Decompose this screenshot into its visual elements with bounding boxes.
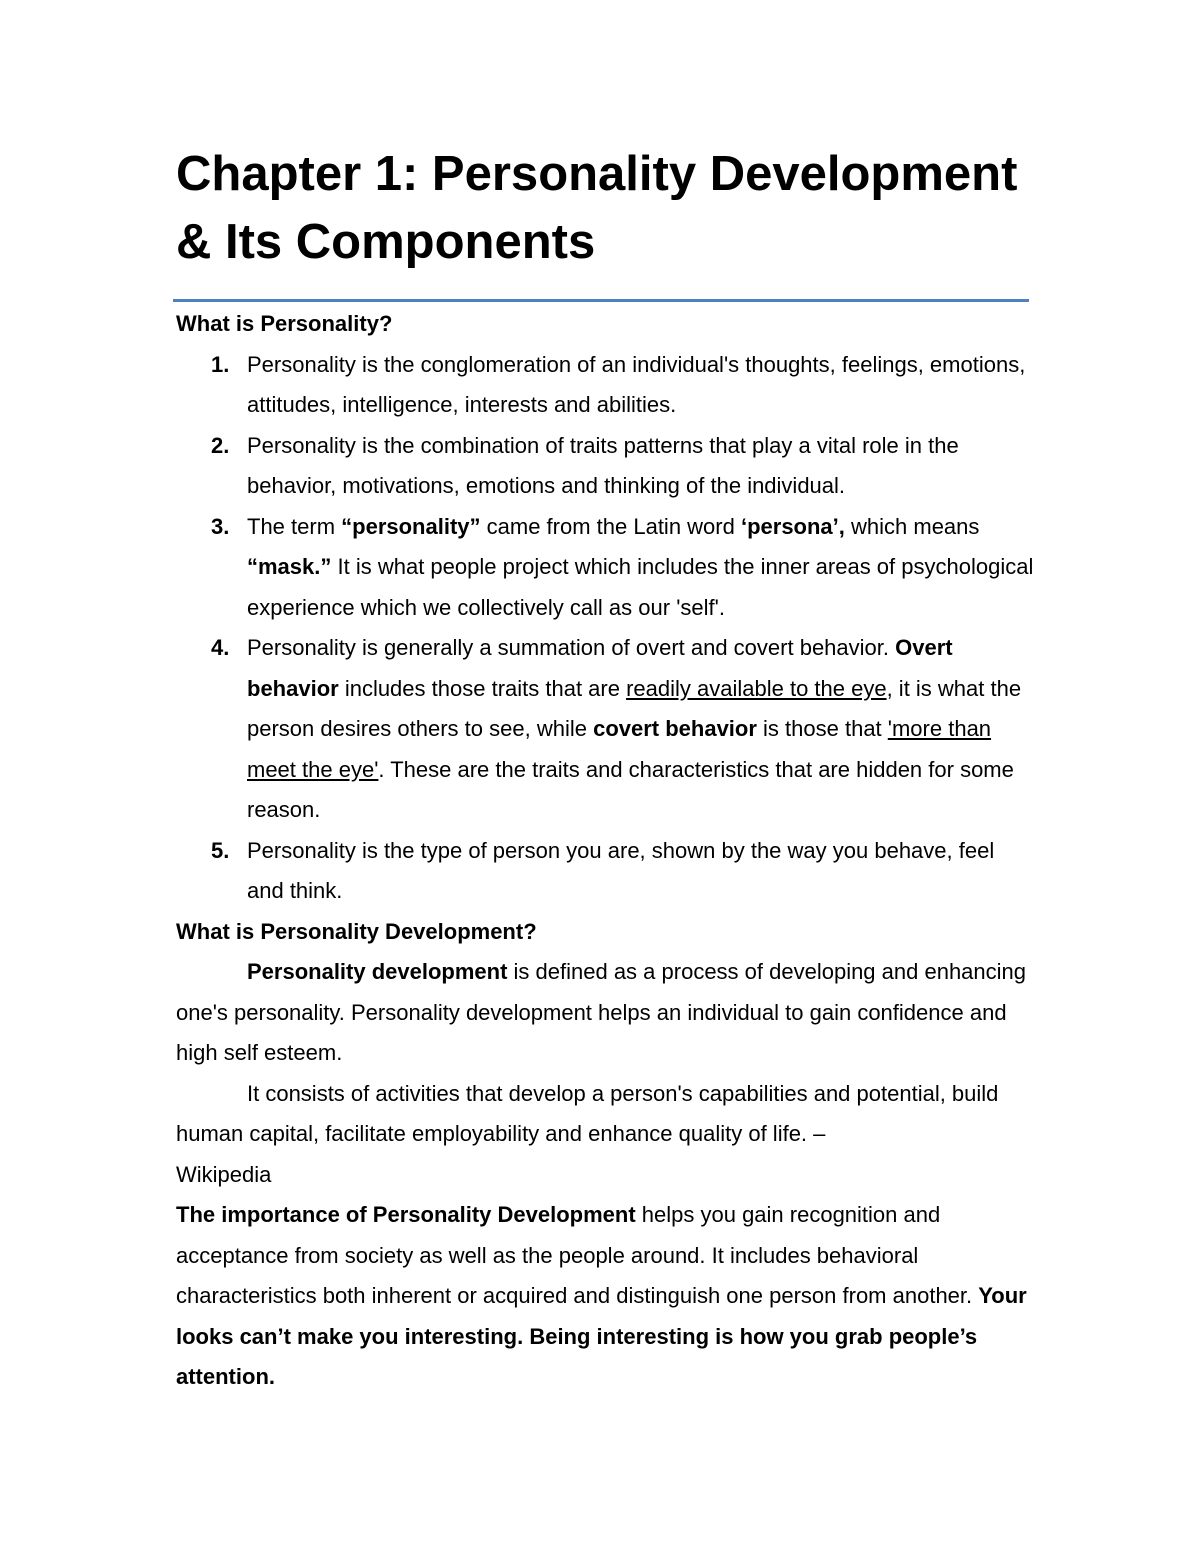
term-importance: The importance of Personality Development xyxy=(176,1202,636,1227)
term-covert-behavior: covert behavior xyxy=(593,716,757,741)
list-item-text: It is what people project which includes the inner areas of psychological experience which we collectively call as our 'self'. xyxy=(247,554,1034,620)
list-item-text: , it is what the person desires others to see, while xyxy=(247,675,1022,741)
list-item-text: Personality is generally a summation of overt and covert behavior. xyxy=(247,635,896,660)
section-heading-personality-development: What is Personality Development? xyxy=(176,918,537,944)
paragraph-definition xyxy=(176,952,1036,1074)
paragraph-wikipedia-quote xyxy=(176,1074,1036,1196)
list-item-text: Personality is the combination of traits patterns that play a vital role in the behavior, motivations, emotions and thinking of the individual. xyxy=(247,432,959,498)
list-item xyxy=(176,628,1036,831)
list-item-number: 3. xyxy=(211,513,230,539)
underlined-phrase: readily available to the eye xyxy=(626,675,887,701)
term-persona: ‘persona’, xyxy=(740,513,845,539)
list-item xyxy=(176,507,1036,629)
title-underline-rule xyxy=(173,299,1029,302)
list-item-text: includes those traits that are xyxy=(338,675,627,701)
quote-source: Wikipedia xyxy=(176,1161,272,1187)
list-item xyxy=(176,831,1036,912)
term-mask: “mask.” xyxy=(247,554,332,579)
list-item-number: 5. xyxy=(211,837,230,863)
paragraph-text: is defined as a process of developing and enhancing one's personality. Personality development helps an individual to gain confidence and high self esteem. xyxy=(176,959,1027,1065)
list-item-text: which means xyxy=(844,513,980,539)
list-item-text: Personality is the type of person you are, shown by the way you behave, feel and think. xyxy=(247,837,995,903)
list-item-number: 2. xyxy=(211,432,230,458)
closing-statement: Your looks can’t make you interesting. Being interesting is how you grab people’s attention. xyxy=(176,1283,1027,1389)
section-heading-what-is-personality: What is Personality? xyxy=(176,311,393,336)
list-item-text: Personality is the conglomeration of an individual's thoughts, feelings, emotions, attitudes, intelligence, interests and abilities. xyxy=(247,351,1026,417)
list-item-text: is those that xyxy=(756,716,888,741)
underlined-phrase: 'more than meet the eye' xyxy=(247,716,992,782)
list-item xyxy=(176,345,1036,426)
personality-definitions-list xyxy=(176,345,1036,912)
list-item-text: came from the Latin word xyxy=(480,513,741,539)
list-item-text: . These are the traits and characteristics that are hidden for some reason. xyxy=(247,756,1014,822)
document-body xyxy=(176,304,1036,1398)
list-item-number: 1. xyxy=(211,351,230,377)
term-personality-development: Personality development xyxy=(247,959,508,984)
chapter-title: Chapter 1: Personality Development & Its Components xyxy=(176,147,1018,269)
term-personality: “personality” xyxy=(341,513,481,539)
paragraph-text: helps you gain recognition and acceptance from society as well as the people around. It includes behavioral characteristics both inherent or acquired and distinguish one person from another. xyxy=(176,1202,979,1308)
list-item xyxy=(176,426,1036,507)
term-overt-behavior: Overt behavior xyxy=(247,635,953,701)
paragraph-text: It consists of activities that develop a person's capabilities and potential, build human capital, facilitate employability and enhance quality of life. – xyxy=(176,1080,999,1146)
paragraph-importance xyxy=(176,1195,1036,1398)
list-item-text: The term xyxy=(247,513,342,539)
list-item-number: 4. xyxy=(211,635,230,660)
